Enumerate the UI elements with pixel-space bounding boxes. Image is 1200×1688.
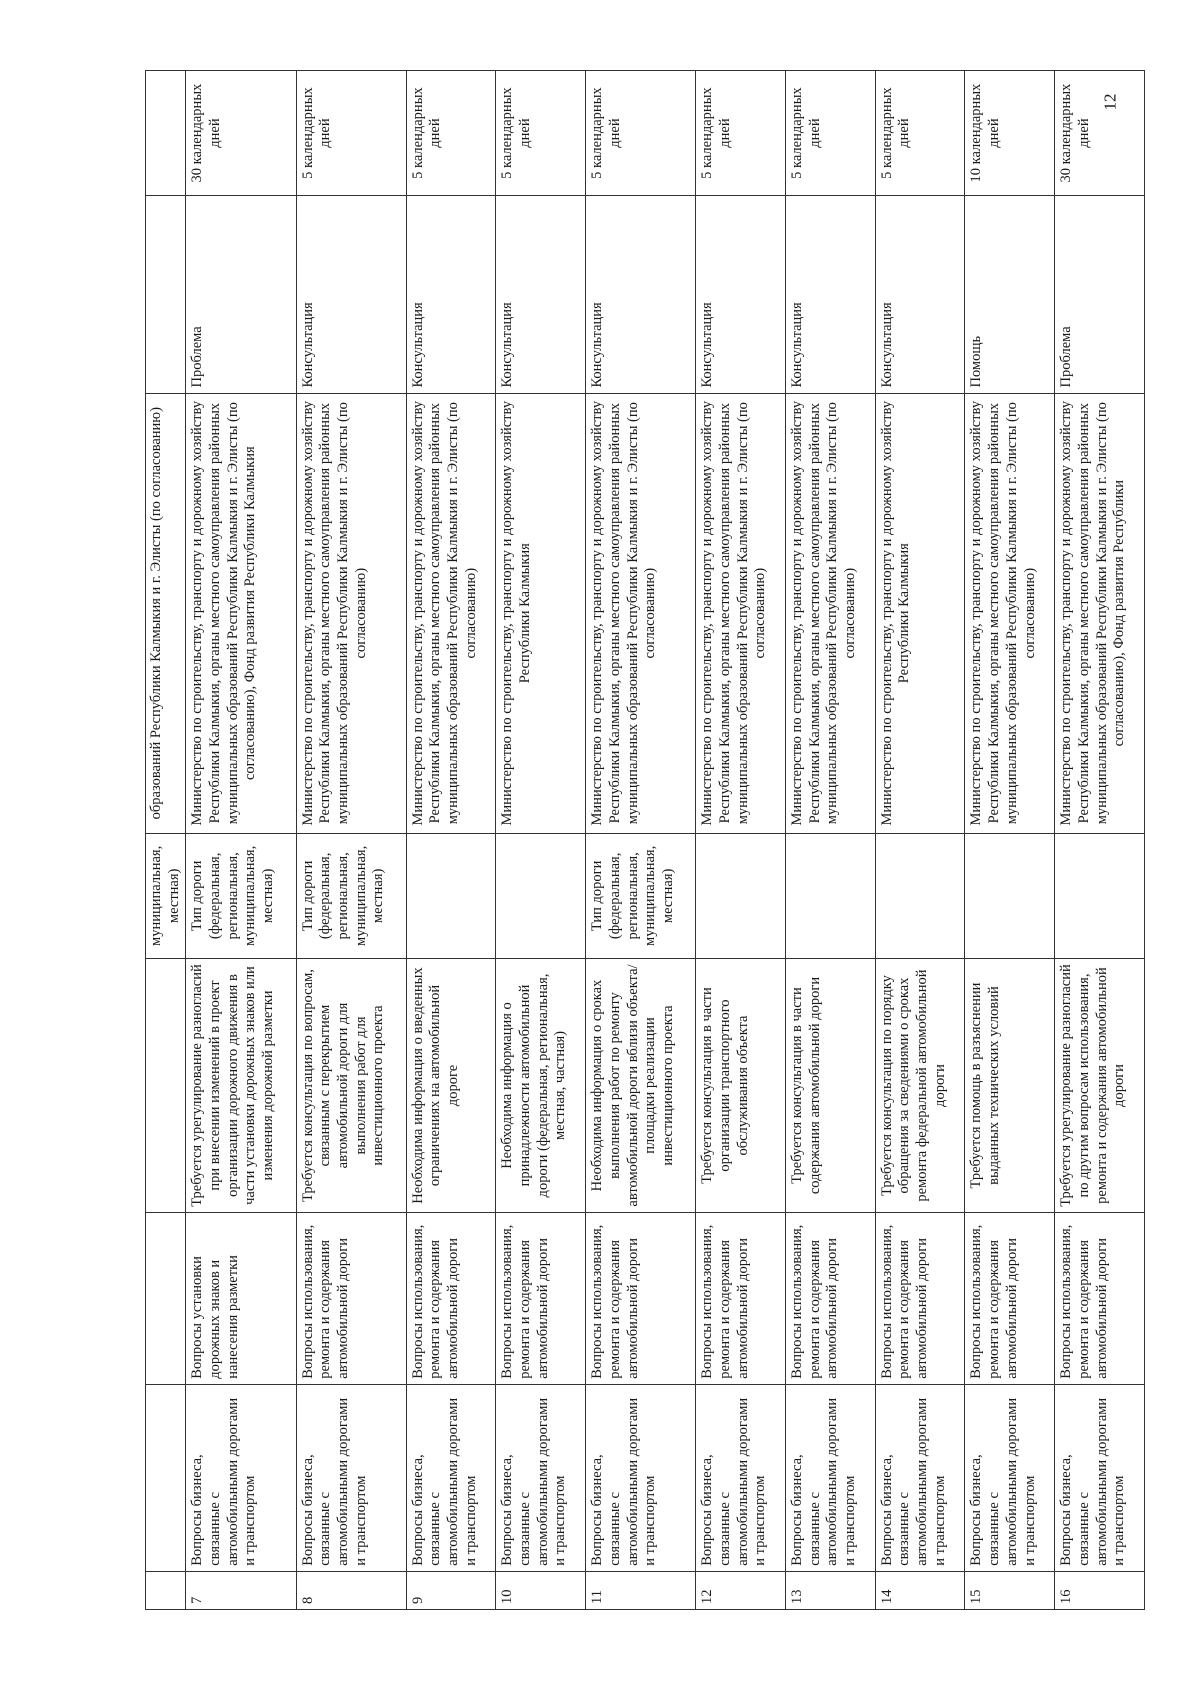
cell-kind: Проблема bbox=[1055, 196, 1145, 393]
cell-number: 13 bbox=[786, 1571, 876, 1609]
cell-detail: Требуется урегулирование разногласий по другим вопросам использования, ремонта и содержания автомобильной дороги bbox=[1055, 958, 1145, 1212]
cell-topic: Вопросы использования, ремонта и содержания автомобильной дороги bbox=[586, 1213, 696, 1385]
table-row bbox=[696, 71, 786, 1610]
cell-detail: Требуется консультация в части содержания автомобильной дороги bbox=[786, 958, 876, 1212]
cell-kind: Консультация bbox=[786, 196, 876, 393]
cell-term: 5 календарных дней bbox=[786, 71, 876, 196]
cell-sphere: Вопросы бизнеса, связанные с автомобильными дорогами и транспортом bbox=[586, 1384, 696, 1571]
cell-detail: Необходима информация о введенных ограничениях на автомобильной дороге bbox=[406, 958, 496, 1212]
rotated-table-container bbox=[145, 70, 1145, 1610]
cell-kind: Помощь bbox=[965, 196, 1055, 393]
cell-number: 14 bbox=[875, 1571, 965, 1609]
cell-sphere: Вопросы бизнеса, связанные с автомобильными дорогами и транспортом bbox=[406, 1384, 496, 1571]
cell-road-type: муниципальная, местная) bbox=[146, 833, 186, 958]
table-row bbox=[296, 71, 406, 1610]
cell-kind: Консультация bbox=[406, 196, 496, 393]
continuation-row bbox=[146, 71, 186, 1610]
table-row bbox=[1055, 71, 1145, 1610]
cell-kind: Консультация bbox=[296, 196, 406, 393]
cell-executor: Министерство по строительству, транспорту и дорожному хозяйству Республики Калмыкия, органы местного самоуправления районных муниципальных образований Республики Калмыкия и г. Элисты (по согласованию) bbox=[696, 393, 786, 833]
cell-executor: образований Республики Калмыкия и г. Элисты (по согласованию) bbox=[146, 393, 186, 833]
cell-executor: Министерство по строительству, транспорту и дорожному хозяйству Республики Калмыкия, органы местного самоуправления районных муниципальных образований Республики Калмыкия и г. Элисты (по согласованию) bbox=[406, 393, 496, 833]
table-row bbox=[186, 71, 296, 1610]
cell-kind: Консультация bbox=[875, 196, 965, 393]
cell-number: 7 bbox=[186, 1571, 296, 1609]
cell-topic: Вопросы использования, ремонта и содержания автомобильной дороги bbox=[786, 1213, 876, 1385]
cell-kind: Консультация bbox=[586, 196, 696, 393]
cell-road-type bbox=[875, 833, 965, 958]
cell-number bbox=[146, 1571, 186, 1609]
cell-road-type bbox=[965, 833, 1055, 958]
cell-detail: Требуется консультация по вопросам, связанным с перекрытием автомобильной дороги для выполнения работ для инвестиционного проекта bbox=[296, 958, 406, 1212]
cell-topic: Вопросы использования, ремонта и содержания автомобильной дороги bbox=[406, 1213, 496, 1385]
table-body bbox=[146, 71, 1145, 1610]
table-row bbox=[875, 71, 965, 1610]
cell-executor: Министерство по строительству, транспорту и дорожному хозяйству Республики Калмыкия, органы местного самоуправления районных муниципальных образований Республики Калмыкия и г. Элисты (по согласованию), Фонд развития Республики bbox=[1055, 393, 1145, 833]
cell-road-type bbox=[786, 833, 876, 958]
cell-number: 10 bbox=[496, 1571, 586, 1609]
table-row bbox=[786, 71, 876, 1610]
cell-term: 5 календарных дней bbox=[296, 71, 406, 196]
cell-executor: Министерство по строительству, транспорту и дорожному хозяйству Республики Калмыкия, органы местного самоуправления районных муниципальных образований Республики Калмыкия и г. Элисты (по согласованию), Фонд развития Республики Калмыкия bbox=[186, 393, 296, 833]
cell-kind bbox=[146, 196, 186, 393]
cell-sphere: Вопросы бизнеса, связанные с автомобильными дорогами и транспортом bbox=[496, 1384, 586, 1571]
cell-topic: Вопросы использования, ремонта и содержания автомобильной дороги bbox=[696, 1213, 786, 1385]
cell-term: 5 календарных дней bbox=[406, 71, 496, 196]
cell-topic: Вопросы использования, ремонта и содержания автомобильной дороги bbox=[1055, 1213, 1145, 1385]
cell-term: 5 календарных дней bbox=[875, 71, 965, 196]
cell-number: 9 bbox=[406, 1571, 496, 1609]
cell-topic: Вопросы использования, ремонта и содержания автомобильной дороги bbox=[965, 1213, 1055, 1385]
cell-executor: Министерство по строительству, транспорту и дорожному хозяйству Республики Калмыкия bbox=[875, 393, 965, 833]
cell-term: 30 календарных дней bbox=[186, 71, 296, 196]
cell-executor: Министерство по строительству, транспорту и дорожному хозяйству Республики Калмыкия, органы местного самоуправления районных муниципальных образований Республики Калмыкия и г. Элисты (по согласованию) bbox=[296, 393, 406, 833]
cell-road-type: Тип дороги (федеральная, региональная, муниципальная, местная) bbox=[296, 833, 406, 958]
cell-sphere: Вопросы бизнеса, связанные с автомобильными дорогами и транспортом bbox=[296, 1384, 406, 1571]
cell-topic bbox=[146, 1213, 186, 1385]
table-row bbox=[496, 71, 586, 1610]
cell-topic: Вопросы использования, ремонта и содержания автомобильной дороги bbox=[875, 1213, 965, 1385]
cell-sphere: Вопросы бизнеса, связанные с автомобильными дорогами и транспортом bbox=[1055, 1384, 1145, 1571]
cell-sphere: Вопросы бизнеса, связанные с автомобильными дорогами и транспортом bbox=[875, 1384, 965, 1571]
cell-topic: Вопросы установки дорожных знаков и нанесения разметки bbox=[186, 1213, 296, 1385]
cell-road-type bbox=[406, 833, 496, 958]
cell-executor: Министерство по строительству, транспорту и дорожному хозяйству Республики Калмыкия, органы местного самоуправления районных муниципальных образований Республики Калмыкия и г. Элисты (по согласованию) bbox=[586, 393, 696, 833]
cell-detail bbox=[146, 958, 186, 1212]
cell-term: 5 календарных дней bbox=[696, 71, 786, 196]
cell-road-type: Тип дороги (федеральная, региональная, муниципальная, местная) bbox=[186, 833, 296, 958]
cell-number: 16 bbox=[1055, 1571, 1145, 1609]
cell-road-type bbox=[696, 833, 786, 958]
table-row bbox=[406, 71, 496, 1610]
cell-detail: Требуется помощь в разъяснении выданных технических условий bbox=[965, 958, 1055, 1212]
cell-term: 5 календарных дней bbox=[496, 71, 586, 196]
table-row bbox=[965, 71, 1055, 1610]
cell-kind: Консультация bbox=[696, 196, 786, 393]
cell-road-type: Тип дороги (федеральная, региональная, муниципальная, местная) bbox=[586, 833, 696, 958]
cell-term: 30 календарных дней bbox=[1055, 71, 1145, 196]
cell-topic: Вопросы использования, ремонта и содержания автомобильной дороги bbox=[296, 1213, 406, 1385]
cell-detail: Необходима информация о принадлежности автомобильной дороги (федеральная, региональная, местная, частная) bbox=[496, 958, 586, 1212]
cell-sphere: Вопросы бизнеса, связанные с автомобильными дорогами и транспортом bbox=[786, 1384, 876, 1571]
cell-term: 5 календарных дней bbox=[586, 71, 696, 196]
page-number: 12 bbox=[1100, 93, 1120, 111]
requests-table bbox=[145, 70, 1145, 1610]
table-row bbox=[586, 71, 696, 1610]
cell-sphere bbox=[146, 1384, 186, 1571]
cell-number: 8 bbox=[296, 1571, 406, 1609]
cell-detail: Необходима информация о сроках выполнения работ по ремонту автомобильной дороги вблизи объекта/площадки реализации инвестиционного проекта bbox=[586, 958, 696, 1212]
cell-detail: Требуется консультация в части организации транспортного обслуживания объекта bbox=[696, 958, 786, 1212]
cell-executor: Министерство по строительству, транспорту и дорожному хозяйству Республики Калмыкия bbox=[496, 393, 586, 833]
cell-term: 10 календарных дней bbox=[965, 71, 1055, 196]
cell-number: 11 bbox=[586, 1571, 696, 1609]
cell-term bbox=[146, 71, 186, 196]
cell-sphere: Вопросы бизнеса, связанные с автомобильными дорогами и транспортом bbox=[696, 1384, 786, 1571]
cell-executor: Министерство по строительству, транспорту и дорожному хозяйству Республики Калмыкия, органы местного самоуправления районных муниципальных образований Республики Калмыкия и г. Элисты (по согласованию) bbox=[786, 393, 876, 833]
cell-topic: Вопросы использования, ремонта и содержания автомобильной дороги bbox=[496, 1213, 586, 1385]
cell-road-type bbox=[496, 833, 586, 958]
cell-detail: Требуется консультация по порядку обращения за сведениями о сроках ремонта федеральной автомобильной дороги bbox=[875, 958, 965, 1212]
cell-sphere: Вопросы бизнеса, связанные с автомобильными дорогами и транспортом bbox=[186, 1384, 296, 1571]
cell-detail: Требуется урегулирование разногласий при внесении изменений в проект организации дорожного движения в части установки дорожных знаков или изменения дорожной разметки bbox=[186, 958, 296, 1212]
cell-kind: Консультация bbox=[496, 196, 586, 393]
cell-number: 12 bbox=[696, 1571, 786, 1609]
cell-sphere: Вопросы бизнеса, связанные с автомобильными дорогами и транспортом bbox=[965, 1384, 1055, 1571]
cell-road-type bbox=[1055, 833, 1145, 958]
cell-number: 15 bbox=[965, 1571, 1055, 1609]
cell-kind: Проблема bbox=[186, 196, 296, 393]
cell-executor: Министерство по строительству, транспорту и дорожному хозяйству Республики Калмыкия, органы местного самоуправления районных муниципальных образований Республики Калмыкия и г. Элисты (по согласованию) bbox=[965, 393, 1055, 833]
